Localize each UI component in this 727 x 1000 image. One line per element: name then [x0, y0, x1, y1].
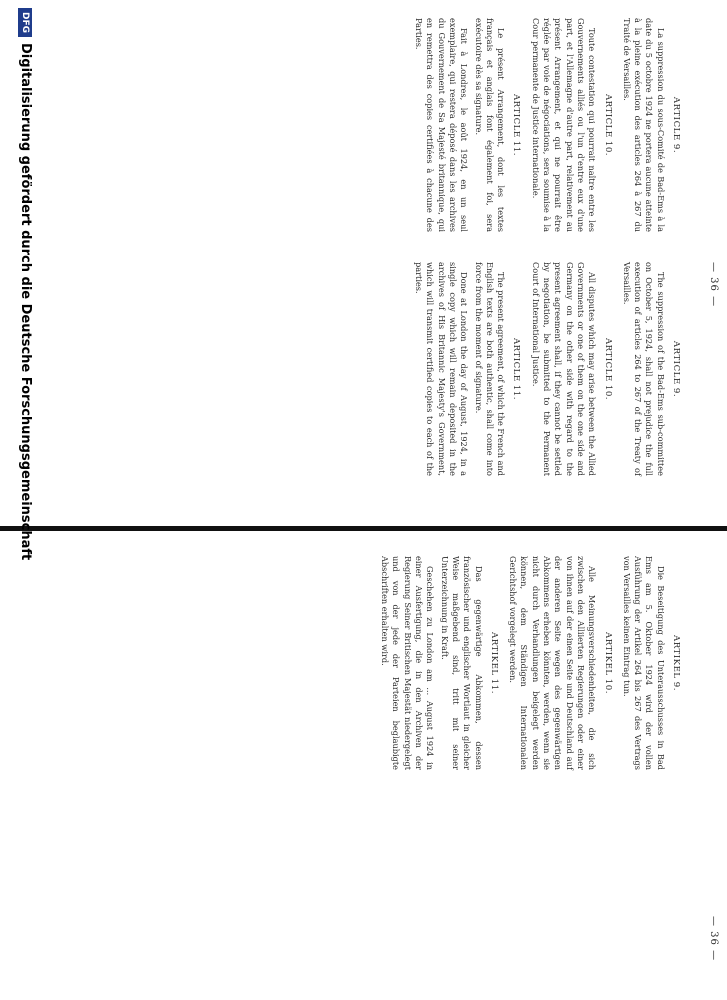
page-spine-divider	[0, 526, 727, 531]
credit-text: Digitalisierung gefördert durch die Deutsche Forschungsgemeinschaft	[18, 43, 33, 561]
signature-clause: Geschehen zu London am ... August 1924 in einer Ausfertigung, die in den Archiven der Regierung Seiner Britischen Majestät niedergelegt und von der jede der Parteien beglaubigte Abschriften erhalten wird.	[380, 556, 436, 770]
article-10-heading: ARTICLE 10.	[602, 337, 613, 401]
article-9-text: La suppression du sous-Comité de Bad-Ems à la date du 5 octobre 1924 ne portera aucune atteinte à la pleine exécution des articles 264 à 267 du Traité de Versailles.	[621, 18, 666, 232]
signature-clause: Done at London the day of August, 1924, in a single copy which will remain deposited in the archives of His Britannic Majesty's Government, which will transmit certified copies to each of the parties.	[414, 262, 470, 476]
german-column	[376, 556, 681, 770]
article-10-text: All disputes which may arise between the Allied Governments or one of them on the one side and Germany on the other side with regard to the present agreement shall, if they cannot be settled by negotiation, be submitted to the Permanent Court of International Justice.	[530, 262, 598, 476]
article-10-text: Toute contestation qui pourrait naître entre les Gouvernements alliés ou l'un d'entre eux d'une part, et l'Allemagne d'autre part, relativement au présent Arrangement, et qui ne pourrait être réglée par voie de négociations, sera soumise à la Cour permanente de Justice internationale.	[530, 18, 598, 232]
english-column	[410, 262, 681, 476]
page-number-right: — 36 —	[708, 916, 719, 962]
article-11-heading: ARTIKEL 11.	[488, 632, 499, 694]
french-column	[410, 18, 681, 232]
article-11-heading: ARTICLE 11.	[511, 337, 522, 401]
article-11-text: Le présent Arrangement, dont les textes français et anglais font également foi, sera exécutoire dès sa signature.	[473, 18, 507, 232]
article-9-heading: ARTIKEL 9.	[671, 635, 681, 691]
digitization-credit	[18, 8, 33, 560]
article-10-heading: ARTICLE 10.	[602, 93, 613, 157]
article-11-text: The present agreement, of which the French and English texts are both authentic, shall come into force from the moment of signature.	[473, 262, 507, 477]
article-11-text: Das gegenwärtige Abkommen, dessen französischer und englischer Wortlaut in gleicher Weise maßgebend sind, tritt mit seiner Unterzeichnung in Kraft.	[439, 556, 484, 770]
dfg-logo: DFG	[19, 8, 33, 37]
article-9-text: Die Beseitigung des Unterausschusses in Bad Ems am 5. Oktober 1924 wird der vollen Ausführung der Artikel 264 bis 267 des Vertrags von Versailles keinen Eintrag tun.	[621, 556, 666, 770]
article-11-heading: ARTICLE 11.	[511, 93, 522, 157]
page-number-left: — 36 —	[708, 262, 719, 308]
signature-clause: Fait à Londres, le août 1924, en un seul exemplaire, qui restera déposé dans les archives du Gouvernement de Sa Majesté britannique, qui en remettra des copies certifiées à chacune des Parties.	[414, 18, 470, 232]
article-9-heading: ARTICLE 9.	[671, 340, 681, 398]
article-9-text: The suppression of the Bad-Ems sub-committee on October 5, 1924, shall not prejudice the full execution of articles 264 to 267 of the Treaty of Versailles.	[621, 262, 666, 476]
article-9-heading: ARTICLE 9.	[671, 96, 681, 154]
article-10-heading: ARTIKEL 10.	[602, 632, 613, 694]
article-10-text: Alle Meinungsverschiedenheiten, die sich zwischen den Alliierten Regierungen oder einer von ihnen auf der einen Seite und Deutschland auf der anderen Seite wegen des gegenwärtigen Abkommens erheben könnten, werden, wenn sie nicht durch Verhandlungen beigelegt werden können, dem Ständigen Internationalen Gerichtshof vorgelegt werden.	[508, 556, 598, 770]
